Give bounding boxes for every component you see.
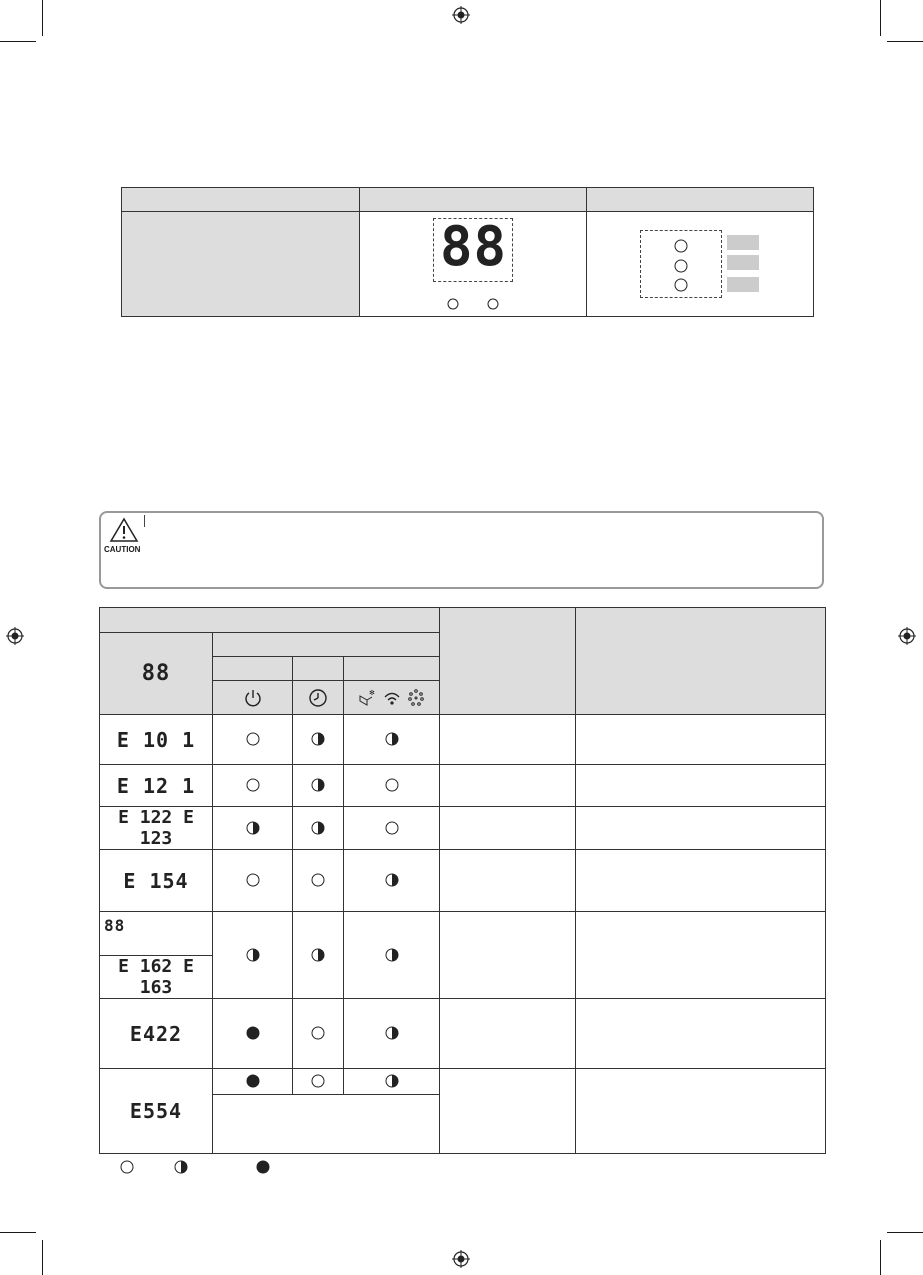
mode-state-cell [344,999,440,1069]
indicator-circle-icon [674,259,688,273]
indicator-blinking-icon [311,821,325,835]
indicator-blinking-icon [311,778,325,792]
timer-icon-cell [293,681,344,715]
action-cell [576,765,826,807]
mode-icons-cell [344,681,440,715]
mode-state-cell [344,912,440,999]
registration-mark-icon [452,6,470,24]
legend-off-icon [120,1160,134,1174]
action-cell [576,999,826,1069]
error-code-display: 88 [104,916,126,935]
action-cell [576,1069,826,1154]
error-code: E 154 [123,868,189,893]
mode-state-cell [344,715,440,765]
table-row [100,999,826,1069]
cause-cell [440,850,576,912]
table-row [100,1069,826,1095]
mode-state-cell [344,850,440,912]
indicator-off-icon [246,732,260,746]
indicator-off-icon [246,873,260,887]
seven-segment-display [433,215,513,282]
timer-state-cell [293,807,344,850]
filter-clean-icon [357,688,377,708]
crop-mark [887,1232,923,1233]
mode-state-cell [344,807,440,850]
timer-state-cell [293,1069,344,1095]
action-cell [576,715,826,765]
indicator-blinking-icon [246,948,260,962]
crop-mark [0,41,36,42]
table-header-display [100,633,213,715]
timer-state-cell [293,765,344,807]
registration-mark-icon [898,627,916,645]
indicator-circle-icon [674,278,688,292]
power-state-cell [213,807,293,850]
indicator-blinking-icon [311,948,325,962]
table-row [100,850,826,912]
indicator-circle-icon [447,298,459,310]
table-row [100,715,826,765]
indicator-circle-icon [487,298,499,310]
cause-cell [440,1069,576,1154]
table-row [100,912,826,956]
mode-state-cell [344,765,440,807]
power-state-cell [213,1069,293,1095]
wifi-icon [382,688,402,708]
table-row [100,765,826,807]
power-state-cell [213,765,293,807]
action-cell [576,850,826,912]
timer-state-cell [293,912,344,999]
table-row [100,807,826,850]
power-icon [243,688,263,708]
indicator-off-icon [385,821,399,835]
indicator-off-icon [246,778,260,792]
indicator-on-icon [246,1026,260,1040]
error-code: E554 [129,1099,183,1123]
power-state-cell [213,850,293,912]
note-cell [213,1095,440,1154]
table-header-cell [293,657,344,681]
crop-mark [880,1240,881,1275]
power-state-cell [213,715,293,765]
timer-state-cell [293,850,344,912]
timer-state-cell [293,999,344,1069]
indicator-circle-icon [674,239,688,253]
cause-cell [440,999,576,1069]
table-header-cell [100,608,440,633]
cause-cell [440,765,576,807]
caution-box [99,511,824,589]
display-unit-header [122,188,813,212]
indicator-on-icon [246,1074,260,1088]
legend-blinking-icon [174,1160,188,1174]
indicator-blinking-icon [385,1026,399,1040]
table-header-cell [213,657,293,681]
purify-icon [406,688,426,708]
crop-mark [0,1232,36,1233]
timer-icon [308,688,328,708]
display-unit-table [121,187,814,317]
indicator-label-box [727,255,759,270]
error-code: E 12 1 [116,773,196,798]
display-unit-label-cell [122,212,359,316]
indicator-off-icon [311,873,325,887]
indicator-blinking-icon [311,732,325,746]
registration-mark-icon [6,627,24,645]
mode-state-cell [344,1069,440,1095]
error-code: E 122 E 123 [118,807,194,849]
indicator-blinking-icon [385,948,399,962]
indicator-blinking-icon [385,873,399,887]
action-cell [576,912,826,999]
svg-text:✻: ✻ [369,688,375,697]
action-cell [576,807,826,850]
power-icon-cell [213,681,293,715]
indicator-off-icon [311,1026,325,1040]
crop-mark [887,41,923,42]
table-header-cell [576,608,826,715]
indicator-off-icon [311,1074,325,1088]
crop-mark [42,0,43,36]
table-header-cell [440,608,576,715]
warning-triangle-icon [109,517,139,543]
indicator-label-box [727,277,759,292]
display-digits: 88 [440,215,508,278]
indicator-panel [640,230,722,298]
legend-on-icon [256,1160,270,1174]
table-header-cell [344,657,440,681]
indicator-label-box [727,235,759,250]
indicator-blinking-icon [385,1074,399,1088]
timer-state-cell [293,715,344,765]
power-state-cell [213,999,293,1069]
cause-cell [440,807,576,850]
error-code: E422 [129,1021,183,1046]
error-code: E 162 E 163 [118,956,194,998]
error-code-table [99,607,826,1154]
table-header-cell [213,633,440,657]
header-display-digits: 88 [141,661,171,686]
indicator-blinking-icon [385,732,399,746]
indicator-blinking-icon [246,821,260,835]
registration-mark-icon [452,1250,470,1268]
error-code: E 10 1 [116,727,196,752]
caution-label: CAUTION [104,545,141,554]
indicator-off-icon [385,778,399,792]
crop-mark [880,0,881,36]
crop-mark [42,1240,43,1275]
cause-cell [440,912,576,999]
cause-cell [440,715,576,765]
power-state-cell [213,912,293,999]
